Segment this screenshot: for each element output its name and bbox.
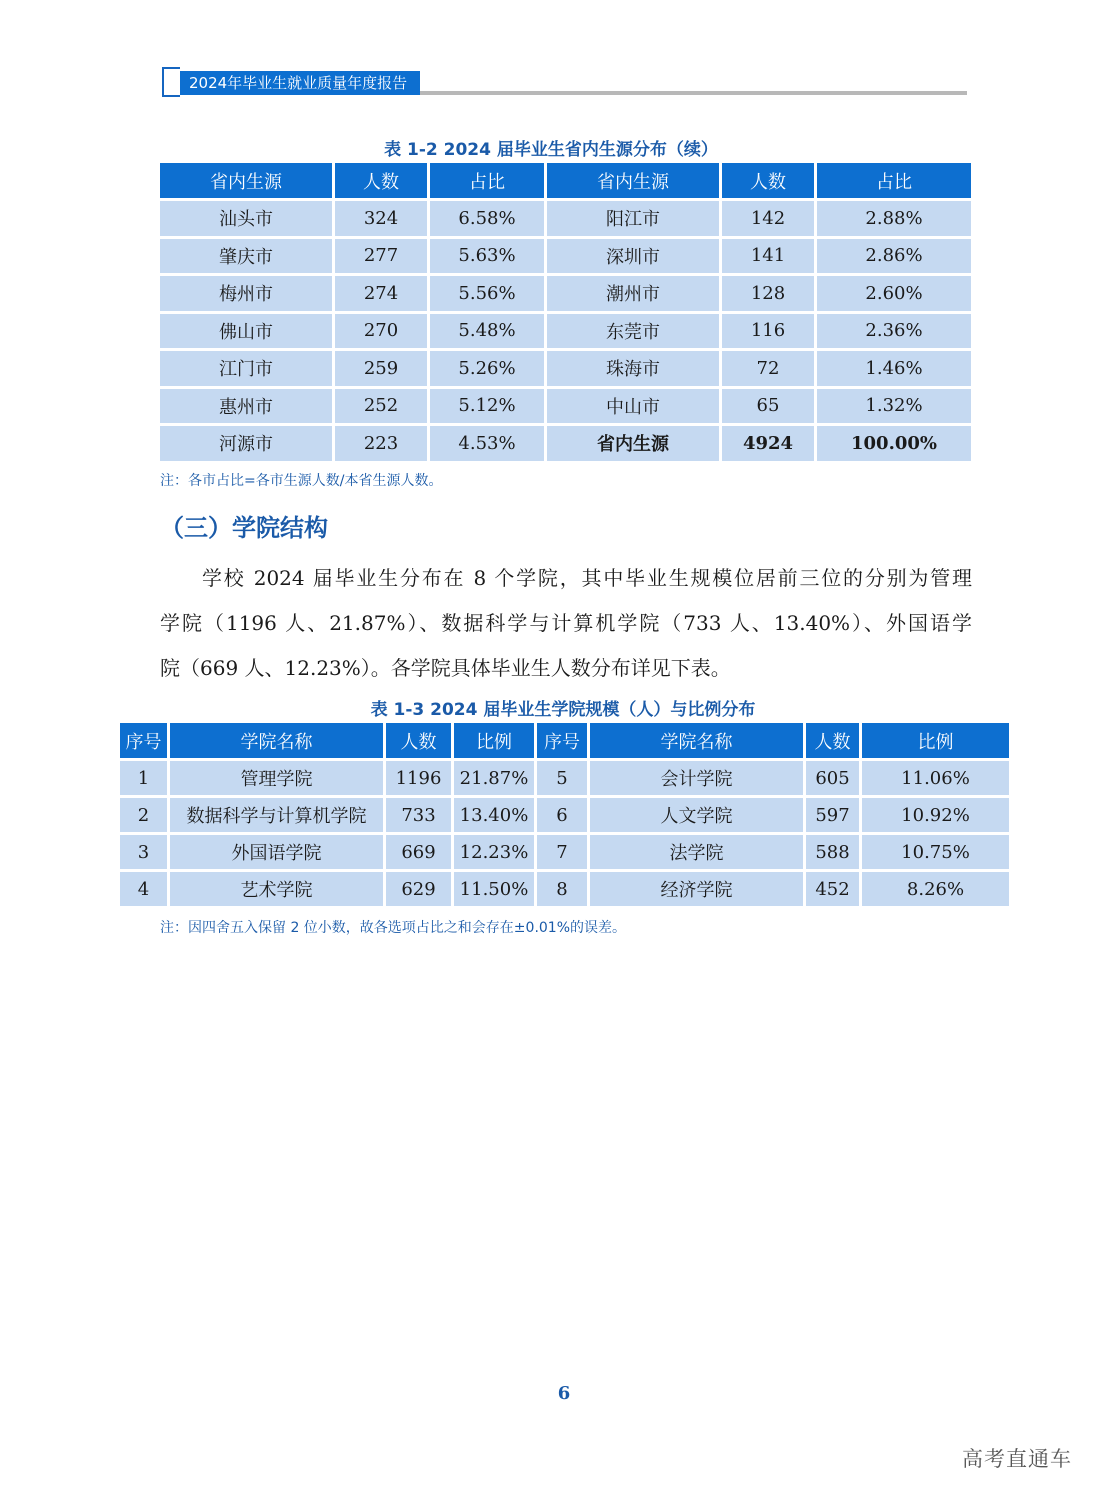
table-cell: 6 <box>537 798 587 832</box>
table-cell: 324 <box>335 201 427 236</box>
table-cell: 2 <box>120 798 167 832</box>
table-cell: 252 <box>335 389 427 424</box>
table-cell: 733 <box>386 798 451 832</box>
table-cell: 4.53% <box>430 426 544 461</box>
column-header: 占比 <box>430 163 544 198</box>
table-cell: 惠州市 <box>160 389 332 424</box>
table-cell: 6.58% <box>430 201 544 236</box>
table-cell: 4924 <box>722 426 814 461</box>
table-cell: 外国语学院 <box>170 835 383 869</box>
table-cell: 人文学院 <box>590 798 803 832</box>
table-cell: 潮州市 <box>547 276 719 311</box>
table-cell: 省内生源 <box>547 426 719 461</box>
table-cell: 2.86% <box>817 239 971 274</box>
table-cell: 江门市 <box>160 351 332 386</box>
table-cell: 669 <box>386 835 451 869</box>
table-row <box>120 798 1009 832</box>
table-cell: 2.60% <box>817 276 971 311</box>
table-cell: 珠海市 <box>547 351 719 386</box>
table-row <box>120 835 1009 869</box>
table-cell: 5.56% <box>430 276 544 311</box>
table-cell: 1196 <box>386 761 451 795</box>
report-title: 2024年毕业生就业质量年度报告 <box>180 71 420 95</box>
table-row <box>120 872 1009 906</box>
table-cell: 2.88% <box>817 201 971 236</box>
table-cell: 4 <box>120 872 167 906</box>
table-cell: 8.26% <box>862 872 1009 906</box>
table-row <box>160 276 971 311</box>
table-cell: 5 <box>537 761 587 795</box>
table-cell: 1.32% <box>817 389 971 424</box>
table-cell: 223 <box>335 426 427 461</box>
table-cell: 13.40% <box>454 798 534 832</box>
table-cell: 数据科学与计算机学院 <box>170 798 383 832</box>
table-cell: 梅州市 <box>160 276 332 311</box>
table-cell: 142 <box>722 201 814 236</box>
table-cell: 277 <box>335 239 427 274</box>
table-cell: 5.63% <box>430 239 544 274</box>
table-cell: 588 <box>806 835 859 869</box>
table-row <box>160 201 971 236</box>
table-cell: 经济学院 <box>590 872 803 906</box>
table-cell: 东莞市 <box>547 314 719 349</box>
table-cell: 11.06% <box>862 761 1009 795</box>
table-cell: 274 <box>335 276 427 311</box>
table-cell: 259 <box>335 351 427 386</box>
table-cell: 605 <box>806 761 859 795</box>
paragraph-line: 学校 2024 届毕业生分布在 8 个学院，其中毕业生规模位居前三位的分别为管理 <box>202 566 972 590</box>
column-header: 人数 <box>386 723 451 758</box>
table-cell: 1 <box>120 761 167 795</box>
column-header: 学院名称 <box>590 723 803 758</box>
table-cell: 10.75% <box>862 835 1009 869</box>
table-cell: 1.46% <box>817 351 971 386</box>
column-header: 省内生源 <box>547 163 719 198</box>
column-header: 人数 <box>806 723 859 758</box>
table-cell: 法学院 <box>590 835 803 869</box>
table-cell: 肇庆市 <box>160 239 332 274</box>
table-header-row <box>160 163 971 198</box>
table-cell: 100.00% <box>817 426 971 461</box>
table-cell: 65 <box>722 389 814 424</box>
table-cell: 270 <box>335 314 427 349</box>
table-row <box>160 426 971 461</box>
section-heading: （三）学院结构 <box>160 514 328 542</box>
body-paragraph <box>160 556 972 691</box>
table-cell: 深圳市 <box>547 239 719 274</box>
table-cell: 21.87% <box>454 761 534 795</box>
table-cell: 452 <box>806 872 859 906</box>
table-row <box>160 351 971 386</box>
column-header: 人数 <box>335 163 427 198</box>
header-rule <box>420 91 967 95</box>
page-number: 6 <box>557 1383 571 1404</box>
table-cell: 艺术学院 <box>170 872 383 906</box>
table-cell: 10.92% <box>862 798 1009 832</box>
table-1-2-caption: 表 1-2 2024 届毕业生省内生源分布（续） <box>384 140 718 160</box>
table-cell: 629 <box>386 872 451 906</box>
table-cell: 2.36% <box>817 314 971 349</box>
column-header: 占比 <box>817 163 971 198</box>
header-bracket-decoration <box>162 67 180 97</box>
table-cell: 72 <box>722 351 814 386</box>
table-header-row <box>120 723 1009 758</box>
table-cell: 河源市 <box>160 426 332 461</box>
table-cell: 5.26% <box>430 351 544 386</box>
table-cell: 141 <box>722 239 814 274</box>
table-row <box>160 239 971 274</box>
table-1-2-note: 注：各市占比=各市生源人数/本省生源人数。 <box>160 473 443 489</box>
column-header: 序号 <box>537 723 587 758</box>
watermark-text: 高考直通车 <box>962 1447 1072 1471</box>
column-header: 人数 <box>722 163 814 198</box>
column-header: 省内生源 <box>160 163 332 198</box>
table-cell: 汕头市 <box>160 201 332 236</box>
table-cell: 中山市 <box>547 389 719 424</box>
table-cell: 128 <box>722 276 814 311</box>
college-scale-table <box>117 720 1012 909</box>
paragraph-line: 院（669 人、12.23%）。各学院具体毕业生人数分布详见下表。 <box>160 656 731 680</box>
table-1-3-note: 注：因四舍五入保留 2 位小数，故各选项占比之和会存在±0.01%的误差。 <box>160 920 627 936</box>
column-header: 比例 <box>862 723 1009 758</box>
table-cell: 7 <box>537 835 587 869</box>
table-cell: 管理学院 <box>170 761 383 795</box>
table-cell: 8 <box>537 872 587 906</box>
table-cell: 11.50% <box>454 872 534 906</box>
table-cell: 佛山市 <box>160 314 332 349</box>
table-row <box>160 314 971 349</box>
table-cell: 阳江市 <box>547 201 719 236</box>
table-row <box>160 389 971 424</box>
report-header <box>162 67 967 97</box>
province-source-table <box>157 160 974 464</box>
table-cell: 116 <box>722 314 814 349</box>
table-cell: 3 <box>120 835 167 869</box>
column-header: 学院名称 <box>170 723 383 758</box>
table-cell: 5.48% <box>430 314 544 349</box>
table-cell: 12.23% <box>454 835 534 869</box>
paragraph-line: 学院（1196 人、21.87%）、数据科学与计算机学院（733 人、13.40%）、外国语学 <box>160 611 972 635</box>
table-row <box>120 761 1009 795</box>
table-1-3-caption: 表 1-3 2024 届毕业生学院规模（人）与比例分布 <box>370 700 756 720</box>
table-cell: 会计学院 <box>590 761 803 795</box>
table-cell: 597 <box>806 798 859 832</box>
column-header: 序号 <box>120 723 167 758</box>
table-cell: 5.12% <box>430 389 544 424</box>
column-header: 比例 <box>454 723 534 758</box>
